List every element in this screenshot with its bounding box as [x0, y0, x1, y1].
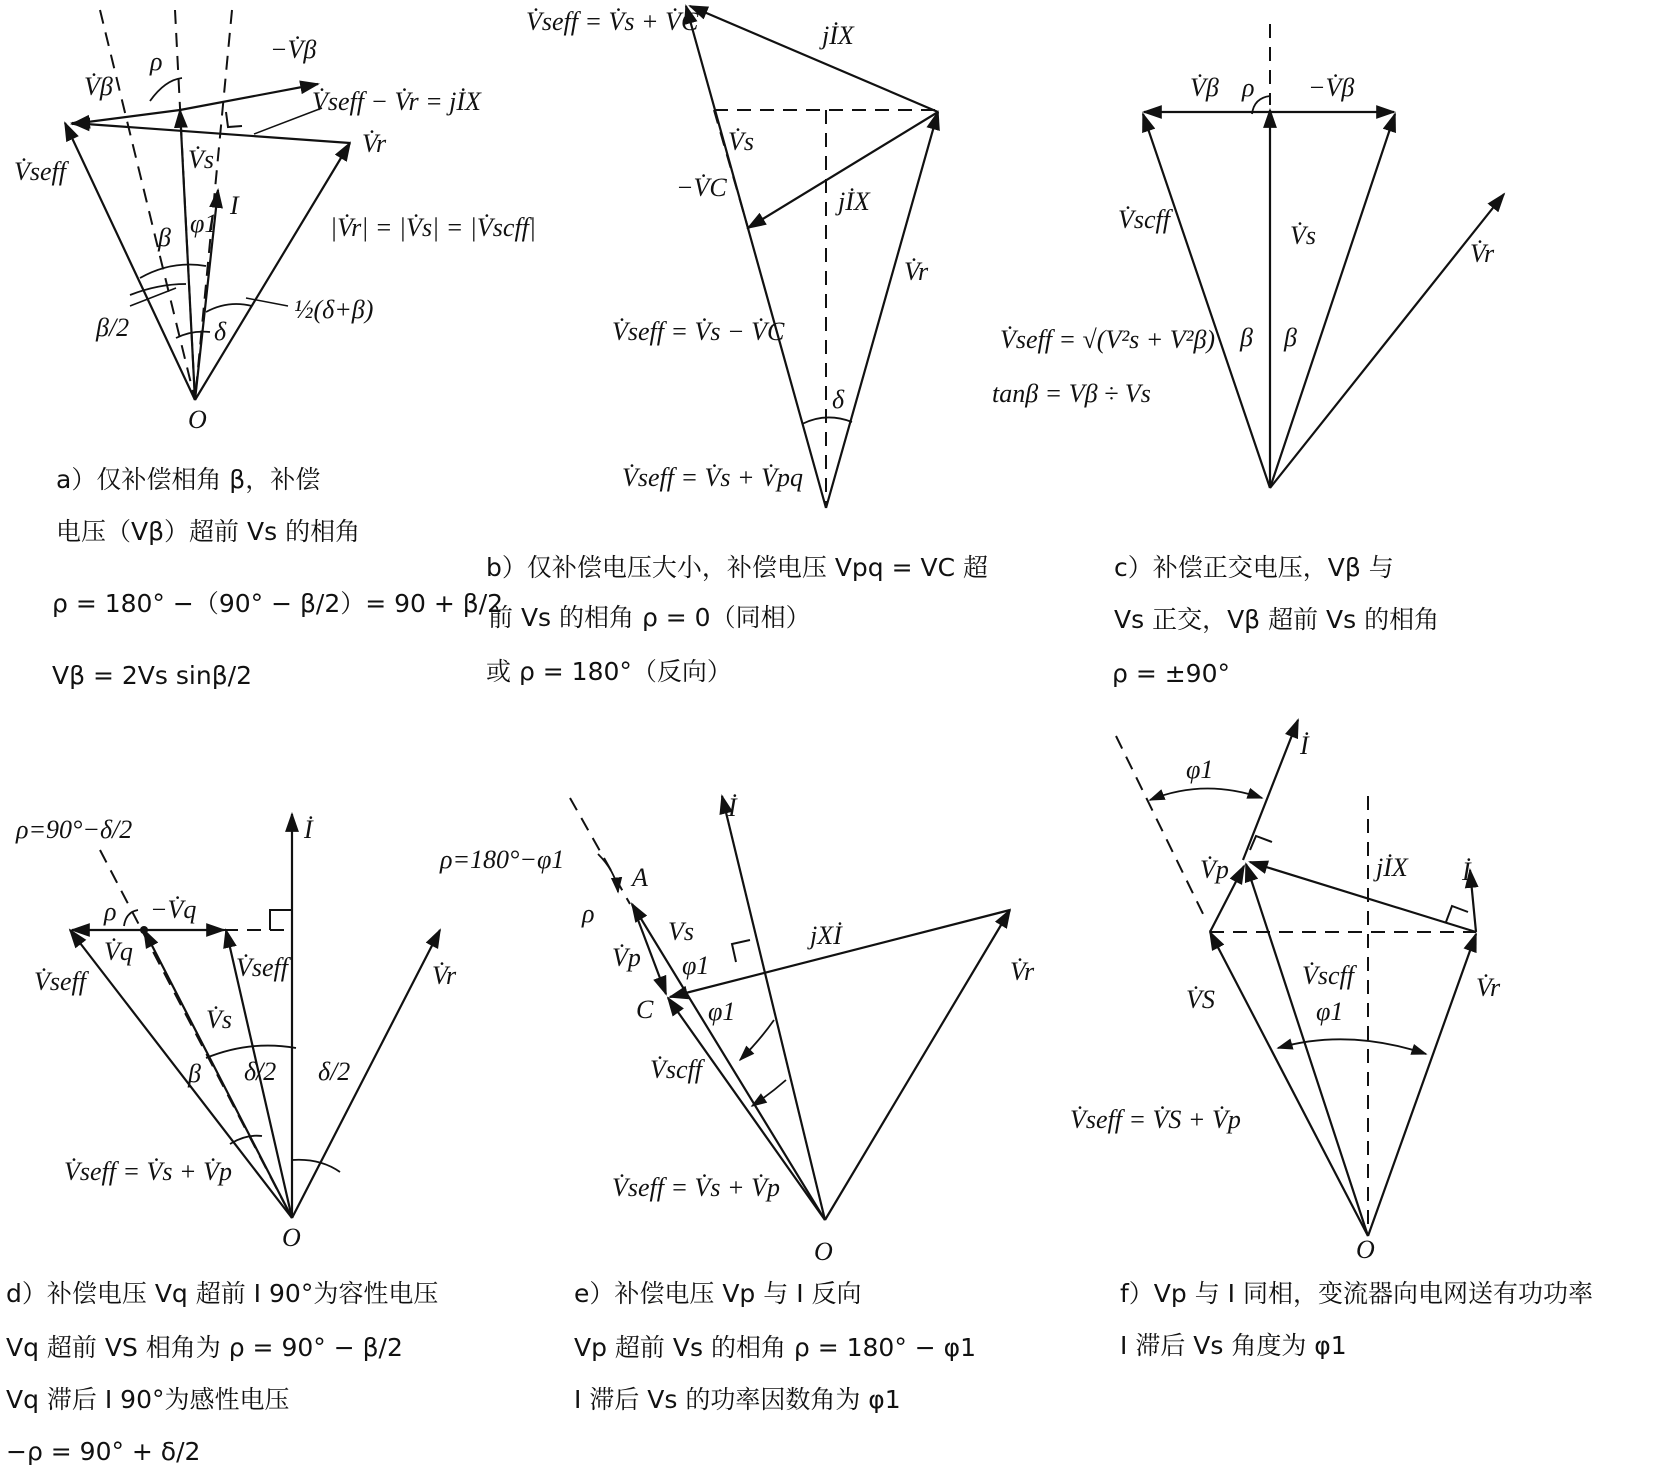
panel-a-label-magnitudes: |V̇r| = |V̇s| = |V̇scff| — [330, 213, 537, 242]
panel-d-label-neg-vq: −V̇q — [150, 895, 197, 924]
panel-a — [14, 10, 536, 690]
panel-d-label-beta: β — [188, 1059, 201, 1088]
panel-a-jix-vector — [72, 123, 350, 143]
panel-e-label-current: İ — [728, 793, 737, 822]
panel-a-vr-vector — [195, 143, 350, 400]
panel-a-half-beta-leader — [130, 288, 176, 306]
panel-e-label-phi1-b: φ1 — [708, 997, 736, 1026]
panel-f-phi1-arc-top — [1150, 788, 1262, 800]
panel-e-phi1-arc-lower — [752, 1080, 786, 1106]
panel-a-delta-arc — [176, 332, 210, 338]
panel-d-label-origin: O — [282, 1223, 301, 1252]
panel-c-label-tan-eq: tanβ = Vβ ÷ Vs — [992, 379, 1151, 408]
panel-f-label-jix: jİX — [1376, 853, 1408, 882]
panel-d-label-vseff-left: V̇seff — [34, 967, 86, 996]
panel-a-right-angle-mark — [226, 112, 242, 127]
panel-f-current-right-vector — [1470, 870, 1476, 932]
panel-e-label-sum-eq: V̇seff = V̇s + V̇p — [612, 1173, 780, 1202]
panel-f-right-angle-mark-right — [1446, 906, 1468, 922]
panel-f-vscff-vector — [1246, 864, 1368, 1236]
panel-c-label-beta-right: β — [1284, 323, 1297, 352]
panel-d-label-half-delta-right: δ/2 — [318, 1057, 351, 1086]
panel-a-label-vbeta: V̇β — [84, 72, 113, 101]
panel-d-caption-line-3: Vq 滞后 I 90°为感性电压 — [6, 1385, 290, 1414]
panel-e-caption-line-1: e）补偿电压 Vp 与 I 反向 — [574, 1279, 862, 1308]
panel-c-vscff-vector — [1143, 114, 1270, 488]
panel-c-label-beta-left: β — [1240, 323, 1253, 352]
panel-d — [6, 814, 457, 1466]
panel-e-label-point-c: C — [636, 995, 654, 1024]
panel-a-caption-line-4: Vβ = 2Vs sinβ/2 — [52, 661, 252, 690]
panel-a-caption-line-3: ρ = 180° −（90° − β/2）= 90 + β/2 — [52, 589, 504, 618]
panel-a-vseff-vector — [65, 123, 195, 400]
panel-c-label-seff-eq: V̇seff = √(V²s + V²β) — [1000, 325, 1216, 354]
panel-e-label-origin: O — [814, 1237, 833, 1266]
panel-e-label-vscff: V̇scff — [650, 1055, 702, 1084]
panel-a-half-beta-arc — [130, 284, 186, 295]
panel-a-neg-vbeta-vector — [180, 84, 318, 110]
panel-e-label-vp: V̇p — [612, 943, 641, 972]
panel-a-beta-arc — [140, 265, 206, 279]
panel-a-label-half-beta: β/2 — [96, 313, 130, 342]
panel-f-label-origin: O — [1356, 1235, 1375, 1264]
panel-e-current-vector — [722, 796, 825, 1220]
panel-d-caption-line-4: −ρ = 90° + δ/2 — [6, 1437, 201, 1466]
panel-b-label-vr: V̇r — [904, 257, 929, 286]
panel-c-right-vector — [1270, 114, 1395, 488]
panel-f-label-phi1-top: φ1 — [1186, 755, 1214, 784]
panel-a-label-phi1: φ1 — [190, 209, 218, 238]
panel-f-label-vr: V̇r — [1476, 973, 1501, 1002]
panel-b-label-vs: V̇s — [728, 127, 754, 156]
panel-c-label-vscff: V̇scff — [1118, 205, 1170, 234]
panel-a-label-half-delta-beta: ½(δ+β) — [294, 295, 374, 324]
panel-a-label-origin: O — [188, 405, 207, 434]
panel-d-label-rho-eq: ρ=90°−δ/2 — [16, 815, 133, 844]
panel-f-label-phi1-bottom: φ1 — [1316, 997, 1344, 1026]
panel-a-label-seff-minus-r: V̇seff − V̇r = jİX — [312, 87, 481, 116]
panel-f-jix-vector — [1250, 862, 1476, 932]
panel-b-jix-top-vector — [690, 6, 938, 112]
panel-e — [439, 793, 1035, 1414]
panel-d-caption-line-2: Vq 超前 VS 相角为 ρ = 90° − β/2 — [6, 1333, 403, 1362]
panel-d-label-vseff-right: V̇seff — [236, 953, 288, 982]
panel-d-junction-dot — [140, 926, 148, 934]
panel-c-label-vbeta: V̇β — [1190, 73, 1219, 102]
panel-a-label-vseff: V̇seff — [14, 157, 66, 186]
panel-a-caption-line-2: 电压（Vβ）超前 Vs 的相角 — [56, 517, 361, 546]
panel-b-label-top-eq: V̇seff = V̇s + V̇C — [526, 7, 699, 36]
panel-e-label-phi1-a: φ1 — [682, 951, 710, 980]
panel-f-phi1-arc-bottom — [1278, 1039, 1426, 1054]
panel-e-dashed-extension — [570, 798, 630, 904]
panel-f-current-top-vector — [1243, 720, 1298, 860]
panel-c-caption-line-2: Vs 正交，Vβ 超前 Vs 的相角 — [1114, 605, 1440, 634]
panel-a-label-vr: V̇r — [362, 129, 387, 158]
panel-f-caption-line-1: f）Vp 与 I 同相，变流器向电网送有功功率 — [1120, 1279, 1593, 1308]
panel-d-label-vr: V̇r — [432, 961, 457, 990]
panel-f-label-vS: V̇S — [1186, 985, 1215, 1014]
panel-d-label-vs: V̇s — [206, 1005, 232, 1034]
panel-b-caption-line-3: 或 ρ = 180°（反向） — [486, 657, 732, 686]
panel-b-label-neg-vc: −V̇C — [676, 173, 727, 202]
panel-a-label-beta: β — [158, 223, 171, 252]
panel-f-label-vscff: V̇scff — [1302, 961, 1354, 990]
panel-e-label-rho-eq: ρ=180°−φ1 — [440, 845, 565, 874]
panel-d-vr-vector — [292, 930, 440, 1218]
panel-f — [1070, 720, 1593, 1360]
panel-e-label-point-a: A — [632, 863, 648, 892]
panel-b-label-jix-mid: jİX — [838, 187, 870, 216]
panel-f-vr-vector — [1368, 934, 1476, 1236]
panel-b-label-bottom-eq: V̇seff = V̇s + V̇pq — [622, 463, 803, 492]
panel-e-label-jxi: jXİ — [810, 921, 842, 950]
panel-c-label-vs: V̇s — [1290, 221, 1316, 250]
panel-b-vseff-top-vector — [686, 6, 826, 508]
panel-b-caption-line-2: 前 Vs 的相角 ρ = 0（同相） — [488, 603, 811, 632]
panel-f-right-angle-mark-top — [1250, 836, 1272, 850]
panel-e-right-angle-mark — [732, 940, 750, 962]
panel-a-label-neg-vbeta: −V̇β — [270, 35, 317, 64]
panel-e-label-vr: V̇r — [1010, 957, 1035, 986]
panel-d-label-vq: V̇q — [104, 937, 133, 966]
panel-a-rho-arc — [150, 78, 182, 101]
panel-e-rho-arc — [598, 854, 618, 892]
panel-c — [992, 24, 1504, 688]
panel-a-label-current: I — [230, 191, 239, 220]
panel-c-label-neg-vbeta: −V̇β — [1308, 73, 1355, 102]
panel-a-vbeta-vector — [72, 110, 180, 124]
panel-b-caption-line-1: b）仅补偿电压大小，补偿电压 Vpq = VC 超 — [486, 553, 989, 582]
panel-a-half-delta-beta-arc — [206, 304, 252, 312]
panel-f-label-sum-eq: V̇seff = V̇S + V̇p — [1070, 1105, 1241, 1134]
panel-a-label-rho: ρ — [150, 47, 163, 76]
panel-b-label-mid-eq: V̇seff = V̇s − V̇C — [612, 317, 785, 346]
panel-e-label-rho: ρ — [582, 899, 595, 928]
panel-d-label-rho: ρ — [104, 897, 117, 926]
panel-a-caption-line-1: a）仅补偿相角 β，补偿 — [56, 465, 321, 494]
panel-b-label-delta: δ — [832, 385, 845, 414]
panel-d-label-half-delta-left: δ/2 — [244, 1057, 277, 1086]
panel-b — [486, 6, 988, 686]
panel-d-label-sum-eq: V̇seff = V̇s + V̇p — [64, 1157, 232, 1186]
panel-c-label-rho: ρ — [1242, 73, 1255, 102]
panel-c-caption-line-1: c）补偿正交电压，Vβ 与 — [1114, 553, 1394, 582]
panel-c-caption-line-3: ρ = ±90° — [1112, 659, 1230, 688]
panel-d-caption-line-1: d）补偿电压 Vq 超前 I 90°为容性电压 — [6, 1279, 439, 1308]
panel-d-right-angle-mark — [270, 910, 292, 930]
panel-e-label-vs: Vs — [668, 917, 694, 946]
panel-e-caption-line-3: I 滞后 Vs 的功率因数角为 φ1 — [574, 1385, 901, 1414]
panel-e-vr-vector — [825, 910, 1010, 1220]
panel-f-label-current-right: İ — [1462, 857, 1471, 886]
panel-e-caption-line-2: Vp 超前 Vs 的相角 ρ = 180° − φ1 — [574, 1333, 977, 1362]
panel-a-label-delta: δ — [214, 317, 227, 346]
panel-c-label-vr: V̇r — [1470, 239, 1495, 268]
panel-f-caption-line-2: I 滞后 Vs 角度为 φ1 — [1120, 1331, 1347, 1360]
panel-b-label-jix-top: jİX — [822, 21, 854, 50]
panel-f-label-current-top: İ — [1300, 731, 1309, 760]
panel-e-phi1-arc-upper — [740, 1020, 774, 1060]
panel-a-label-vs: V̇s — [188, 145, 214, 174]
panel-f-label-vp: V̇p — [1200, 855, 1229, 884]
panel-d-label-current: İ — [304, 815, 313, 844]
